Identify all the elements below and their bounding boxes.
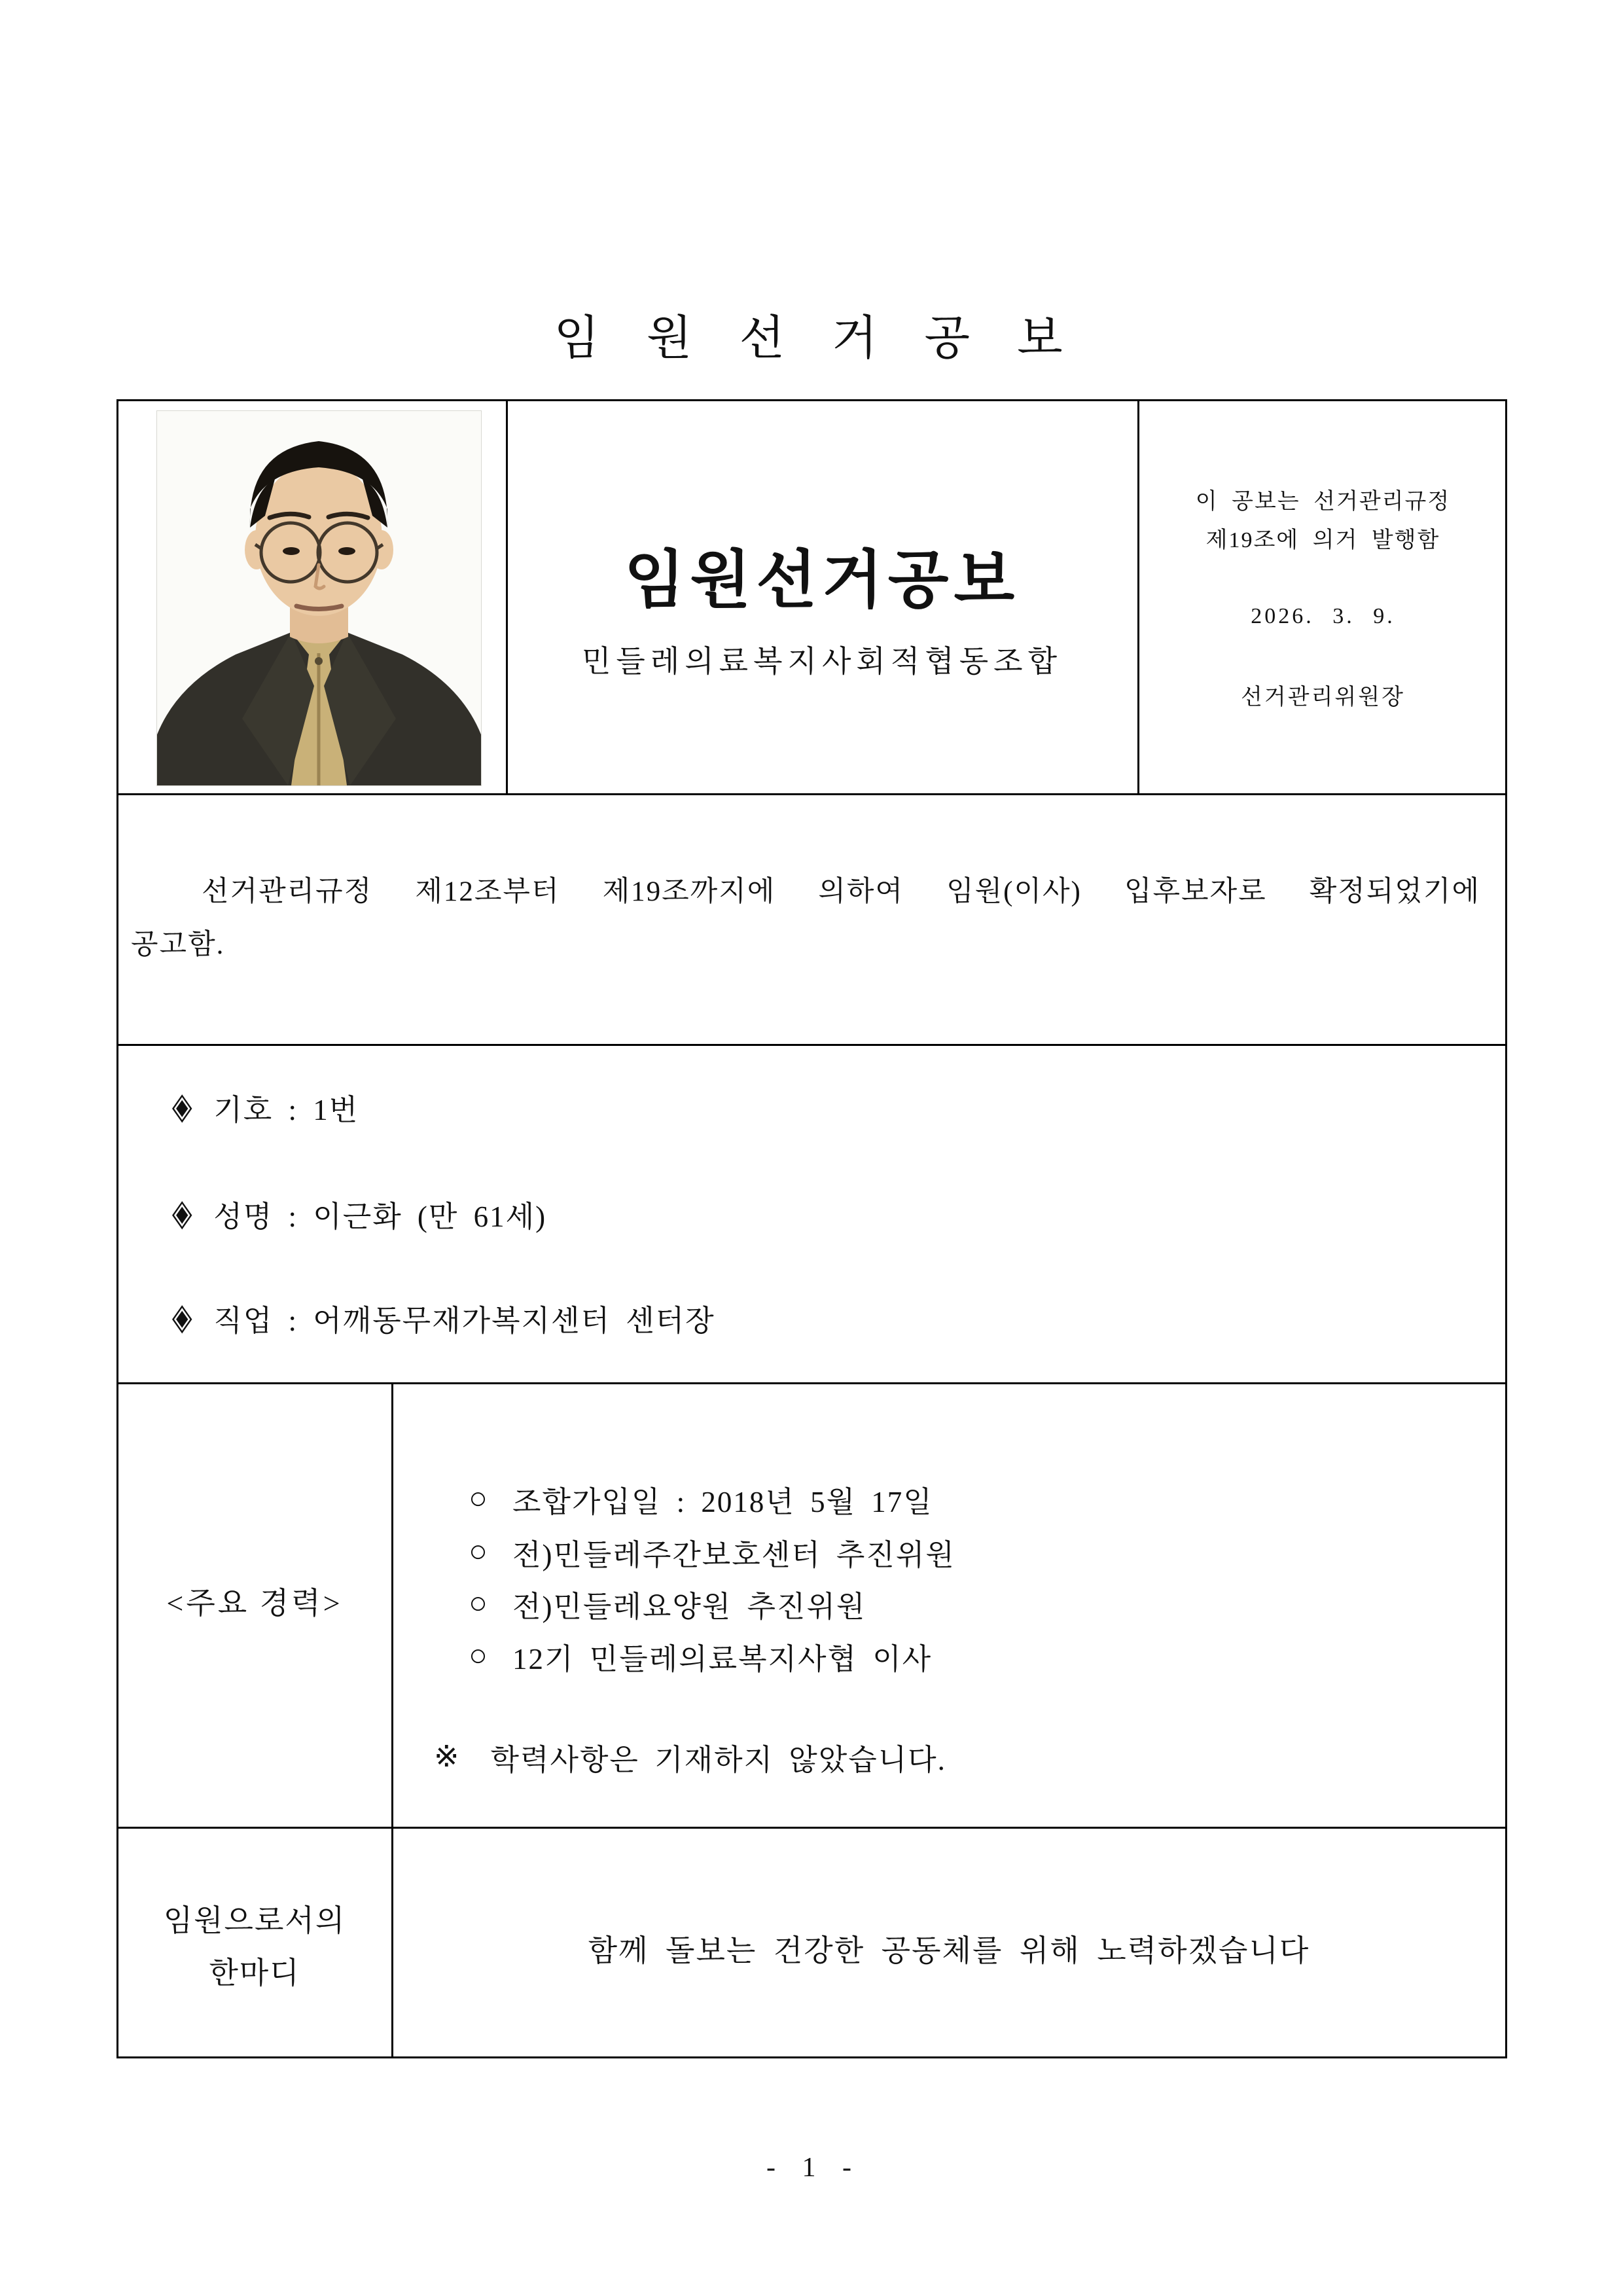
career-item bbox=[469, 1636, 932, 1676]
candidate-occupation-row bbox=[171, 1299, 715, 1336]
row-divider-3 bbox=[118, 1382, 1505, 1384]
issuance-line-1: 이 공보는 선거관리규정 bbox=[1195, 490, 1451, 514]
candidate-name-text: 성명 : 이근화 (만 61세) bbox=[213, 1200, 547, 1233]
bulletin-title: 임원선거공보 bbox=[624, 545, 1020, 615]
career-section-label: <주요 경력> bbox=[166, 1587, 343, 1620]
candidate-message-text: 함께 돌보는 건강한 공동체를 위해 노력하겠습니다 bbox=[588, 1934, 1310, 1967]
message-label-line-1: 임원으로서의 bbox=[163, 1904, 346, 1937]
career-item-text: 전)민들레주간보호센터 추진위원 bbox=[512, 1538, 955, 1571]
candidate-number-row bbox=[171, 1088, 359, 1126]
page-number: - 1 - bbox=[766, 2153, 857, 2183]
candidate-photo bbox=[157, 411, 481, 785]
issuance-line-2: 제19조에 의거 발행함 bbox=[1205, 528, 1440, 552]
diamond-bullet-icon: ◈ bbox=[171, 1297, 194, 1338]
row-divider-1 bbox=[118, 793, 1505, 795]
candidate-number-text: 기호 : 1번 bbox=[213, 1093, 359, 1126]
issuance-statement bbox=[1139, 482, 1507, 560]
career-item bbox=[469, 1532, 955, 1571]
candidate-name-row bbox=[171, 1194, 546, 1232]
notice-line-2: 공고함. bbox=[131, 929, 225, 960]
issuance-date: 2026. 3. 9. bbox=[1251, 604, 1395, 628]
circle-bullet-icon: ○ bbox=[469, 1638, 489, 1673]
message-section-label bbox=[118, 1895, 391, 2000]
career-item-text: 12기 민들레의료복지사협 이사 bbox=[512, 1642, 933, 1676]
message-label-line-2: 한마디 bbox=[209, 1956, 300, 1990]
row-divider-4 bbox=[118, 1827, 1505, 1829]
issuer-title: 선거관리위원장 bbox=[1241, 685, 1405, 709]
circle-bullet-icon: ○ bbox=[469, 1534, 489, 1569]
row-divider-2 bbox=[118, 1044, 1505, 1046]
education-note-row bbox=[434, 1737, 946, 1776]
candidate-occupation-text: 직업 : 어깨동무재가복지센터 센터장 bbox=[213, 1304, 715, 1337]
reference-mark-icon: ※ bbox=[434, 1740, 461, 1773]
header-col-divider-2 bbox=[1137, 401, 1139, 795]
notice-paragraph bbox=[131, 865, 1480, 971]
notice-line-1: 선거관리규정 제12조부터 제19조까지에 의하여 임원(이사) 입후보자로 확정되었기에 bbox=[202, 876, 1480, 907]
career-item bbox=[469, 1584, 866, 1623]
portrait-illustration bbox=[157, 411, 481, 785]
page-title: 임 원 선 거 공 보 bbox=[554, 312, 1069, 365]
diamond-bullet-icon: ◈ bbox=[171, 1086, 194, 1128]
circle-bullet-icon: ○ bbox=[469, 1586, 489, 1621]
career-item-text: 전)민들레요양원 추진위원 bbox=[512, 1590, 866, 1623]
organization-name: 민들레의료복지사회적협동조합 bbox=[581, 645, 1063, 678]
circle-bullet-icon: ○ bbox=[469, 1481, 489, 1516]
career-item bbox=[469, 1479, 933, 1518]
diamond-bullet-icon: ◈ bbox=[171, 1193, 194, 1234]
education-note-text: 학력사항은 기재하지 않았습니다. bbox=[490, 1743, 946, 1776]
career-item-text: 조합가입일 : 2018년 5월 17일 bbox=[512, 1485, 933, 1518]
